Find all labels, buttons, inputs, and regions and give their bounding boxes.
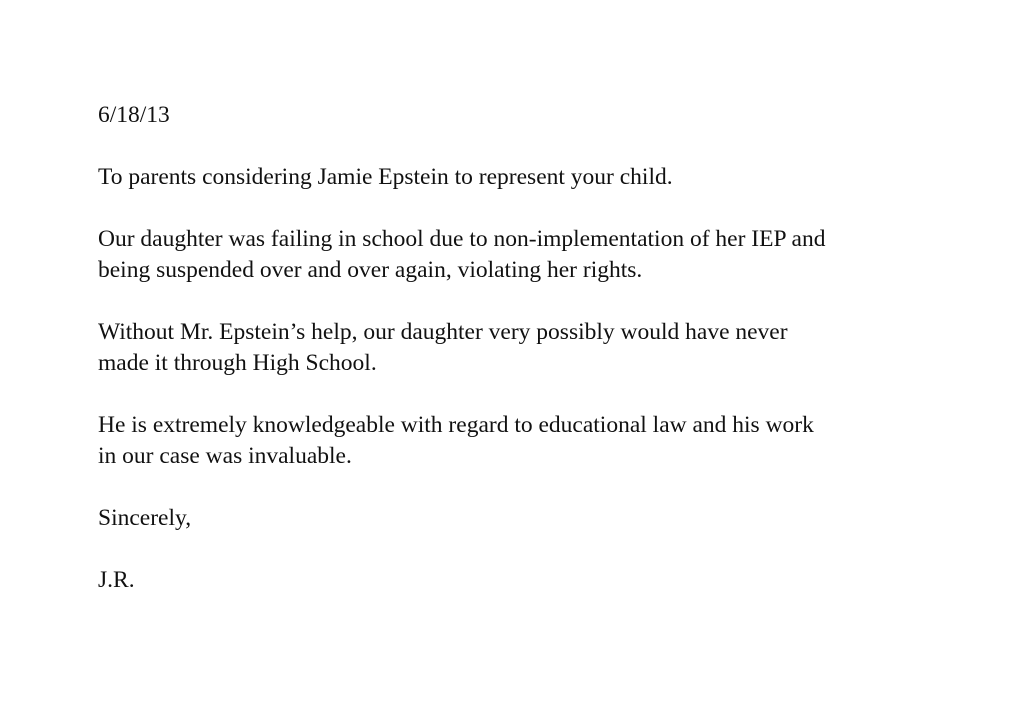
letter-salutation: To parents considering Jamie Epstein to represent your child. (98, 164, 673, 190)
paragraph-failing-school (98, 224, 978, 286)
letter-closing: Sincerely, (98, 505, 192, 531)
paragraph-knowledgeable (98, 410, 978, 472)
paragraph-line: in our case was invaluable. (98, 443, 352, 469)
letter-date: 6/18/13 (98, 102, 170, 128)
paragraph-line: being suspended over and over again, violating her rights. (98, 257, 643, 283)
paragraph-without-help (98, 317, 978, 379)
paragraph-line: He is extremely knowledgeable with regard to educational law and his work (98, 412, 814, 438)
letter-body (98, 100, 978, 627)
paragraph-line: Without Mr. Epstein’s help, our daughter very possibly would have never (98, 319, 788, 345)
paragraph-line: made it through High School. (98, 350, 377, 376)
letter-signature: J.R. (98, 567, 135, 593)
paragraph-line: Our daughter was failing in school due to non-implementation of her IEP and (98, 226, 826, 252)
